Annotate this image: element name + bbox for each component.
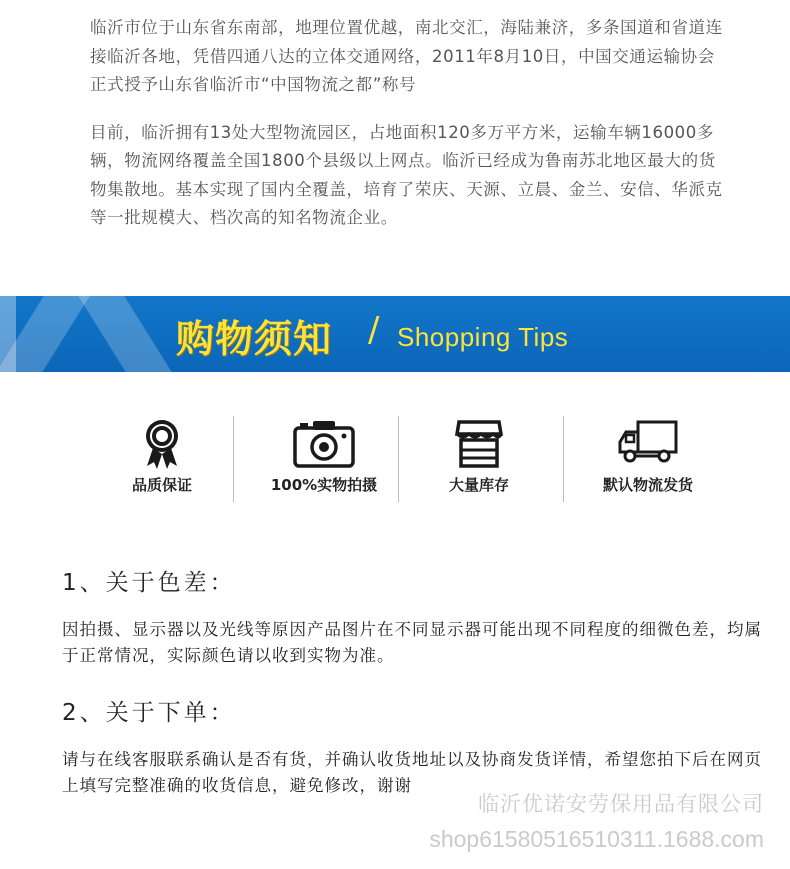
- section-body: 请与在线客服联系确认是否有货，并确认收货地址以及协商发货详情，希望您拍下后在网页上填写完整准确的收货信息，避免修改，谢谢: [62, 750, 762, 795]
- feature-label: 默认物流发货: [602, 476, 693, 494]
- section-color-difference: [62, 564, 762, 669]
- award-ribbon-icon: [80, 418, 244, 470]
- section-heading: 1、关于色差：: [62, 570, 236, 596]
- feature-label: 品质保证: [131, 476, 192, 494]
- storefront-icon: [397, 418, 561, 470]
- section-ordering: [62, 694, 762, 799]
- feature-row: [80, 410, 730, 506]
- banner-title: 购物须知: [176, 316, 333, 361]
- feature-real-photo: [242, 410, 406, 506]
- divider: [563, 416, 564, 502]
- section-heading: 2、关于下单：: [62, 700, 236, 726]
- feature-logistics: [566, 410, 730, 506]
- feature-label: 100%实物拍摄: [270, 476, 378, 494]
- watermark-shop-url: shop61580516510311.1688.com: [429, 826, 764, 852]
- feature-stock: [397, 410, 561, 506]
- intro-paragraph-2: 目前，临沂拥有13处大型物流园区，占地面积120多万平方米，运输车辆16000多辆，物流网络覆盖全国1800个县级以上网点。临沂已经成为鲁南苏北地区最大的货物集散地。基本实现了国内全覆盖，培育了荣庆、天源、立晨、金兰、安信、华派克等一批规模大、档次高的知名物流企业。: [90, 122, 723, 227]
- intro-paragraph-1: 临沂市位于山东省东南部，地理位置优越，南北交汇，海陆兼济，多条国道和省道连接临沂各地，凭借四通八达的立体交通网络，2011年8月10日，中国交通运输协会正式授予山东省临沂市“中国物流之都”称号: [90, 18, 723, 94]
- feature-quality: [80, 410, 244, 506]
- delivery-truck-icon: [566, 418, 730, 470]
- intro-text: [90, 14, 730, 233]
- shopping-tips-banner: [0, 296, 790, 372]
- section-body: 因拍摄、显示器以及光线等原因产品图片在不同显示器可能出现不同程度的细微色差，均属于正常情况，实际颜色请以收到实物为准。: [62, 620, 762, 665]
- banner-separator: /: [368, 310, 380, 350]
- banner-decoration: [78, 296, 171, 372]
- feature-label: 大量库存: [448, 476, 509, 494]
- watermark-company: 临沂优诺安劳保用品有限公司: [478, 793, 764, 816]
- banner-subtitle: Shopping Tips: [397, 322, 569, 352]
- camera-icon: [242, 418, 406, 470]
- divider: [233, 416, 234, 502]
